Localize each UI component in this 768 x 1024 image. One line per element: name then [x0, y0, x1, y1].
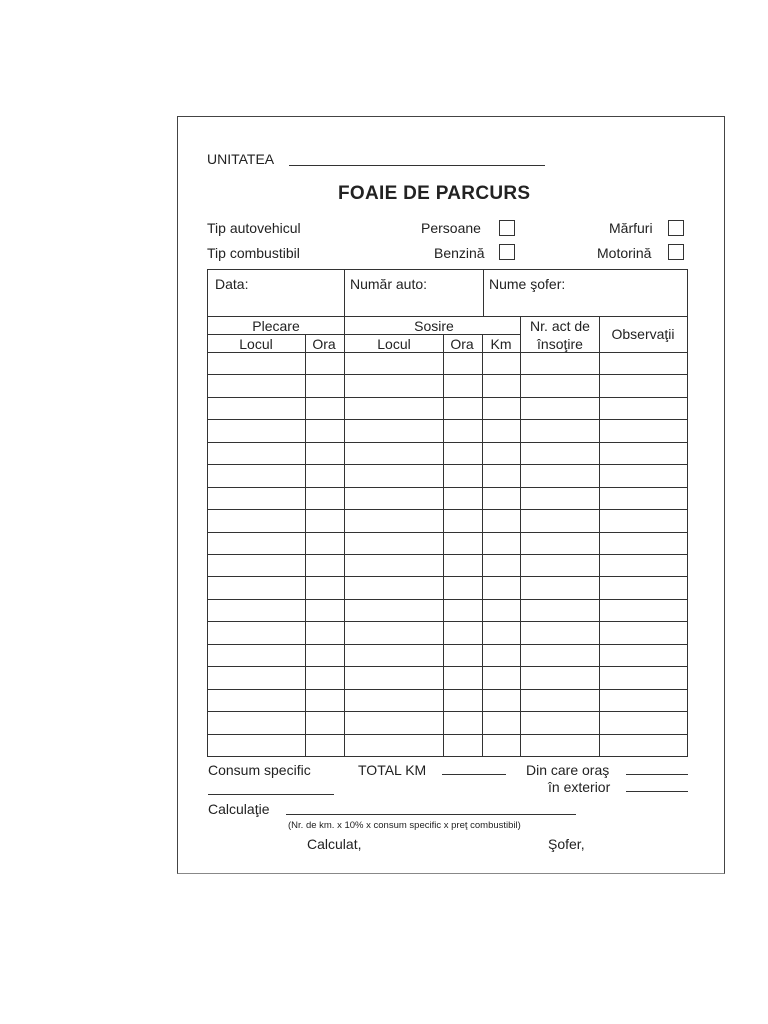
column-divider: [344, 316, 345, 756]
driver-signature-label: Şofer,: [548, 836, 585, 852]
total-km-label: TOTAL KM: [358, 762, 427, 778]
table-row-line: [208, 374, 687, 375]
specific-consumption-label: Consum specific: [208, 762, 311, 778]
table-row-line: [208, 666, 687, 667]
calculated-by-label: Calculat,: [307, 836, 362, 852]
passengers-label: Persoane: [421, 220, 481, 236]
petrol-label: Benzină: [434, 245, 485, 261]
table-row-line: [208, 419, 687, 420]
table-row-line: [208, 576, 687, 577]
total-km-input-line[interactable]: [442, 774, 506, 775]
info-divider: [483, 270, 484, 316]
table-row-line: [208, 621, 687, 622]
petrol-checkbox[interactable]: [499, 244, 515, 260]
table-row-line: [208, 464, 687, 465]
table-row-line: [208, 442, 687, 443]
calculation-label: Calculaţie: [208, 801, 270, 817]
table-rule: [208, 334, 520, 335]
goods-checkbox[interactable]: [668, 220, 684, 236]
info-divider: [344, 270, 345, 316]
column-divider: [599, 316, 600, 756]
arrival-time-header: Ora: [450, 336, 474, 352]
outside-km-input-line[interactable]: [626, 791, 688, 792]
city-km-input-line[interactable]: [626, 774, 688, 775]
table-row-line: [208, 397, 687, 398]
departure-place-header: Locul: [239, 336, 273, 352]
form-title: FOAIE DE PARCURS: [338, 183, 531, 204]
table-row-line: [208, 599, 687, 600]
departure-time-header: Ora: [312, 336, 336, 352]
table-row-line: [208, 487, 687, 488]
table-row-line: [208, 689, 687, 690]
table-row-line: [208, 711, 687, 712]
date-label: Data:: [215, 276, 249, 292]
specific-consumption-input-line[interactable]: [208, 794, 334, 795]
outside-km-label: în exterior: [548, 779, 611, 795]
diesel-checkbox[interactable]: [668, 244, 684, 260]
passengers-checkbox[interactable]: [499, 220, 515, 236]
doc-number-header-line1: Nr. act de: [530, 318, 590, 334]
unit-label: UNITATEA: [207, 151, 275, 167]
car-number-label: Număr auto:: [350, 276, 428, 292]
city-km-label: Din care oraş: [526, 762, 610, 778]
driver-name-label: Nume şofer:: [489, 276, 566, 292]
unit-input-line[interactable]: [289, 165, 545, 166]
fuel-type-label: Tip combustibil: [207, 245, 300, 261]
table-rule: [208, 316, 687, 317]
table-row-line: [208, 644, 687, 645]
km-header: Km: [490, 336, 512, 352]
column-divider: [520, 316, 521, 756]
doc-number-header-line2: însoţire: [537, 336, 583, 352]
arrival-place-header: Locul: [377, 336, 411, 352]
goods-label: Mărfuri: [609, 220, 653, 236]
travel-sheet-form: [177, 116, 725, 874]
table-rule: [208, 352, 687, 353]
table-row-line: [208, 554, 687, 555]
table-row-line: [208, 734, 687, 735]
departure-header: Plecare: [252, 318, 300, 334]
vehicle-type-label: Tip autovehicul: [207, 220, 301, 236]
arrival-header: Sosire: [414, 318, 454, 334]
diesel-label: Motorină: [597, 245, 652, 261]
observations-header: Observaţii: [611, 326, 675, 342]
formula-note: (Nr. de km. x 10% x consum specific x preţ combustibil): [288, 820, 521, 831]
table-row-line: [208, 509, 687, 510]
calculation-input-line[interactable]: [286, 814, 576, 815]
trip-log-table: [207, 269, 688, 757]
table-row-line: [208, 532, 687, 533]
